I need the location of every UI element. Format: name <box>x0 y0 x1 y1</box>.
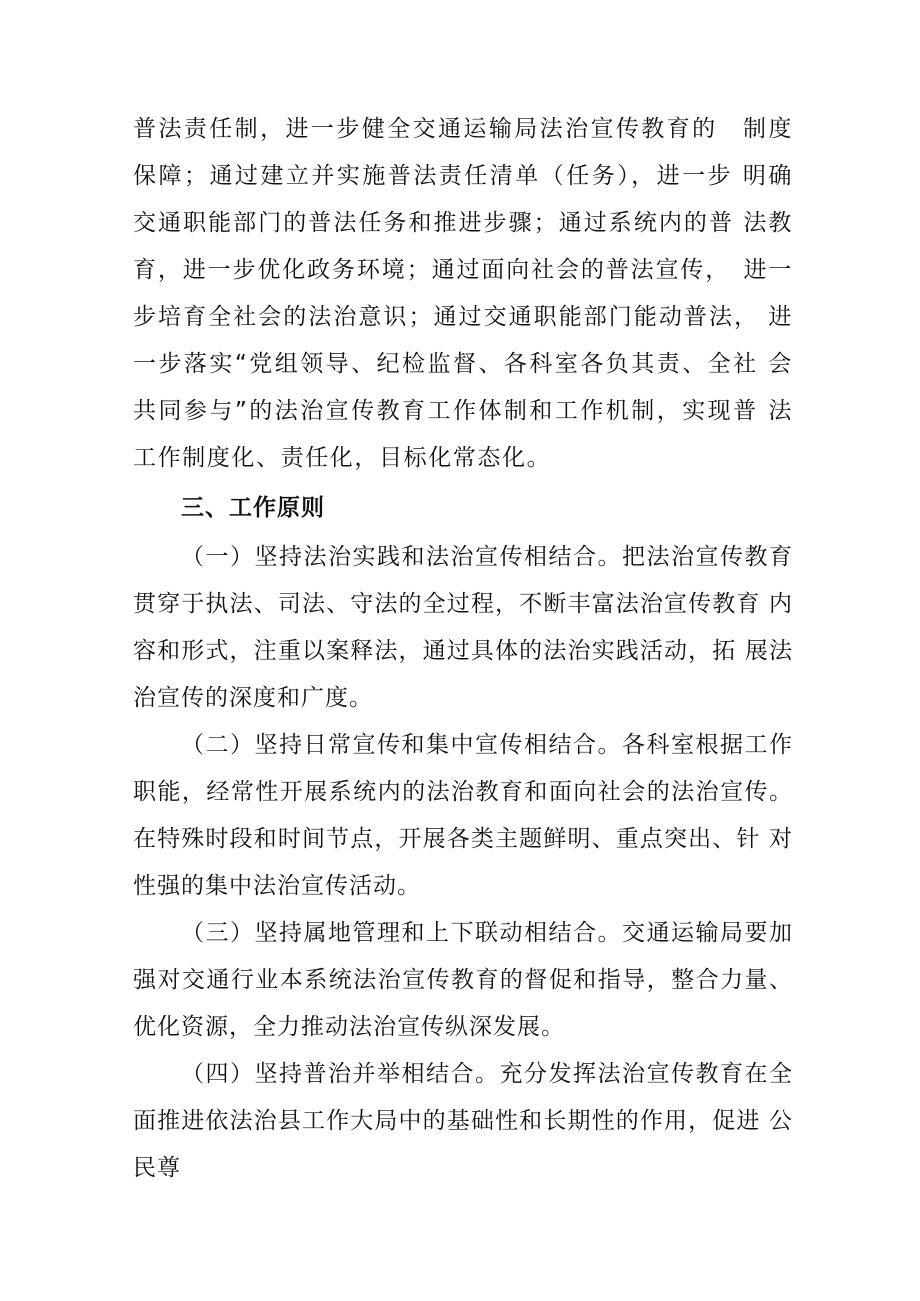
principle-paragraph-1: （一）坚持法治实践和法治宣传相结合。把法治宣传教育 贯穿于执法、司法、守法的全过程，不断丰富法治宣传教育 内容和形式，注重以案释法，通过具体的法治实践活动，拓 展法治宣传的深度和广度。 <box>133 544 793 711</box>
principle-paragraph-2: （二）坚持日常宣传和集中宣传相结合。各科室根据工作 职能，经常性开展系统内的法治教育和面向社会的法治宣传。 在特殊时段和时间节点，开展各类主题鲜明、重点突出、针 对性强的集中法治宣传活动。 <box>133 732 793 899</box>
document-body <box>133 106 793 1192</box>
principle-paragraph-3: （三）坚持属地管理和上下联动相结合。交通运输局要加 强对交通行业本系统法治宣传教育的督促和指导，整合力量、 优化资源，全力推动法治宣传纵深发展。 <box>133 920 793 1040</box>
section-heading: 三、工作原则 <box>181 495 325 521</box>
continuation-paragraph: 普法责任制，进一步健全交通运输局法治宣传教育的 制度保障；通过建立并实施普法责任清单（任务），进一步 明确交通职能部门的普法任务和推进步骤；通过系统内的普 法教育，进一步优化政务环境；通过面向社会的普法宣传， 进一步培育全社会的法治意识；通过交通职能部门能动普法， 进一步落实“党组领导、纪检监督、各科室各负其责、全社 会共同参与”的法治宣传教育工作体制和工作机制，实现普 法工作制度化、责任化，目标化常态化。 <box>133 116 793 471</box>
principle-paragraph-4: （四）坚持普治并举相结合。充分发挥法治宣传教育在全 面推进依法治县工作大局中的基础性和长期性的作用，促进 公民尊 <box>133 1061 793 1181</box>
